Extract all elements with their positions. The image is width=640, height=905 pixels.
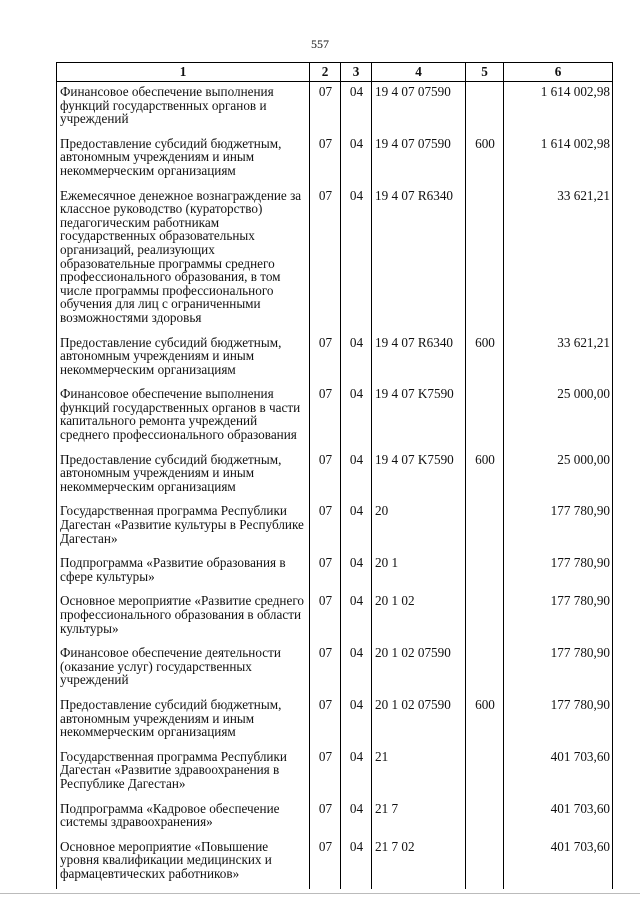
section-cell: 07 (310, 501, 341, 553)
expense-type-cell (466, 799, 504, 837)
section-cell: 07 (310, 134, 341, 186)
target-article-cell: 20 1 02 (372, 591, 466, 643)
target-article-cell: 19 4 07 R6340 (372, 186, 466, 333)
target-article-cell: 20 1 02 07590 (372, 643, 466, 695)
target-article-cell: 19 4 07 07590 (372, 134, 466, 186)
table-row (57, 501, 613, 553)
column-header-1: 1 (57, 63, 310, 82)
expense-type-cell (466, 82, 504, 134)
subsection-cell: 04 (341, 553, 372, 591)
amount-cell: 401 703,60 (504, 799, 613, 837)
table-row (57, 450, 613, 502)
row-name-cell: Основное мероприятие «Развитие среднего профессионального образования в области культуры» (57, 591, 310, 643)
expense-type-cell (466, 553, 504, 591)
amount-cell: 401 703,60 (504, 747, 613, 799)
amount-cell: 25 000,00 (504, 384, 613, 449)
table-row (57, 82, 613, 134)
page-bottom-edge (0, 893, 640, 894)
subsection-cell: 04 (341, 799, 372, 837)
amount-cell: 33 621,21 (504, 186, 613, 333)
row-name-cell: Финансовое обеспечение выполнения функций государственных органов и учреждений (57, 82, 310, 134)
section-cell: 07 (310, 591, 341, 643)
row-name-cell: Основное мероприятие «Повышение уровня квалификации медицинских и фармацевтических работников» (57, 837, 310, 889)
expense-type-cell (466, 501, 504, 553)
amount-cell: 177 780,90 (504, 591, 613, 643)
row-name-cell: Предоставление субсидий бюджетным, автономным учреждениям и иным некоммерческим организациям (57, 450, 310, 502)
section-cell: 07 (310, 695, 341, 747)
expense-type-cell (466, 837, 504, 889)
amount-cell: 1 614 002,98 (504, 134, 613, 186)
amount-cell: 25 000,00 (504, 450, 613, 502)
budget-table (56, 62, 613, 889)
row-name-cell: Подпрограмма «Развитие образования в сфере культуры» (57, 553, 310, 591)
column-header-2: 2 (310, 63, 341, 82)
amount-cell: 401 703,60 (504, 837, 613, 889)
target-article-cell: 20 (372, 501, 466, 553)
row-name-cell: Ежемесячное денежное вознаграждение за классное руководство (кураторство) педагогическим работникам государственных образовательных организаций, реализующих образовательные программы среднего профессионального образования, в том числе программы профессионального обучения для лиц с ограниченными возможностями здоровья (57, 186, 310, 333)
section-cell: 07 (310, 333, 341, 385)
section-cell: 07 (310, 450, 341, 502)
table-row (57, 186, 613, 333)
subsection-cell: 04 (341, 82, 372, 134)
expense-type-cell (466, 643, 504, 695)
table-row (57, 591, 613, 643)
column-header-3: 3 (341, 63, 372, 82)
column-header-6: 6 (504, 63, 613, 82)
column-header-5: 5 (466, 63, 504, 82)
amount-cell: 177 780,90 (504, 695, 613, 747)
section-cell: 07 (310, 553, 341, 591)
table-header-row (57, 63, 613, 82)
expense-type-cell: 600 (466, 134, 504, 186)
row-name-cell: Предоставление субсидий бюджетным, автономным учреждениям и иным некоммерческим организациям (57, 695, 310, 747)
expense-type-cell (466, 747, 504, 799)
row-name-cell: Финансовое обеспечение деятельности (оказание услуг) государственных учреждений (57, 643, 310, 695)
table-row (57, 384, 613, 449)
target-article-cell: 19 4 07 07590 (372, 82, 466, 134)
section-cell: 07 (310, 799, 341, 837)
subsection-cell: 04 (341, 695, 372, 747)
section-cell: 07 (310, 643, 341, 695)
section-cell: 07 (310, 747, 341, 799)
table-row (57, 837, 613, 889)
table-row (57, 643, 613, 695)
amount-cell: 177 780,90 (504, 643, 613, 695)
expense-type-cell (466, 591, 504, 643)
expense-type-cell: 600 (466, 333, 504, 385)
table-row (57, 553, 613, 591)
target-article-cell: 20 1 02 07590 (372, 695, 466, 747)
subsection-cell: 04 (341, 450, 372, 502)
page-number: 557 (311, 37, 329, 51)
section-cell: 07 (310, 82, 341, 134)
row-name-cell: Подпрограмма «Кадровое обеспечение системы здравоохранения» (57, 799, 310, 837)
row-name-cell: Финансовое обеспечение выполнения функций государственных органов в части капитального ремонта учреждений среднего профессионального образования (57, 384, 310, 449)
subsection-cell: 04 (341, 837, 372, 889)
table-row (57, 747, 613, 799)
target-article-cell: 21 (372, 747, 466, 799)
row-name-cell: Государственная программа Республики Дагестан «Развитие культуры в Республике Дагестан» (57, 501, 310, 553)
row-name-cell: Предоставление субсидий бюджетным, автономным учреждениям и иным некоммерческим организациям (57, 333, 310, 385)
expense-type-cell (466, 186, 504, 333)
subsection-cell: 04 (341, 501, 372, 553)
subsection-cell: 04 (341, 747, 372, 799)
target-article-cell: 19 4 07 K7590 (372, 450, 466, 502)
table-row (57, 695, 613, 747)
column-header-4: 4 (372, 63, 466, 82)
target-article-cell: 20 1 (372, 553, 466, 591)
subsection-cell: 04 (341, 333, 372, 385)
target-article-cell: 21 7 02 (372, 837, 466, 889)
subsection-cell: 04 (341, 186, 372, 333)
amount-cell: 33 621,21 (504, 333, 613, 385)
amount-cell: 177 780,90 (504, 553, 613, 591)
row-name-cell: Государственная программа Республики Дагестан «Развитие здравоохранения в Республике Дагестан» (57, 747, 310, 799)
section-cell: 07 (310, 186, 341, 333)
target-article-cell: 21 7 (372, 799, 466, 837)
row-name-cell: Предоставление субсидий бюджетным, автономным учреждениям и иным некоммерческим организациям (57, 134, 310, 186)
table-body (57, 82, 613, 889)
expense-type-cell (466, 384, 504, 449)
subsection-cell: 04 (341, 591, 372, 643)
target-article-cell: 19 4 07 R6340 (372, 333, 466, 385)
table-row (57, 333, 613, 385)
subsection-cell: 04 (341, 134, 372, 186)
section-cell: 07 (310, 384, 341, 449)
table-row (57, 799, 613, 837)
target-article-cell: 19 4 07 K7590 (372, 384, 466, 449)
table-row (57, 134, 613, 186)
expense-type-cell: 600 (466, 450, 504, 502)
subsection-cell: 04 (341, 643, 372, 695)
subsection-cell: 04 (341, 384, 372, 449)
amount-cell: 177 780,90 (504, 501, 613, 553)
expense-type-cell: 600 (466, 695, 504, 747)
amount-cell: 1 614 002,98 (504, 82, 613, 134)
section-cell: 07 (310, 837, 341, 889)
